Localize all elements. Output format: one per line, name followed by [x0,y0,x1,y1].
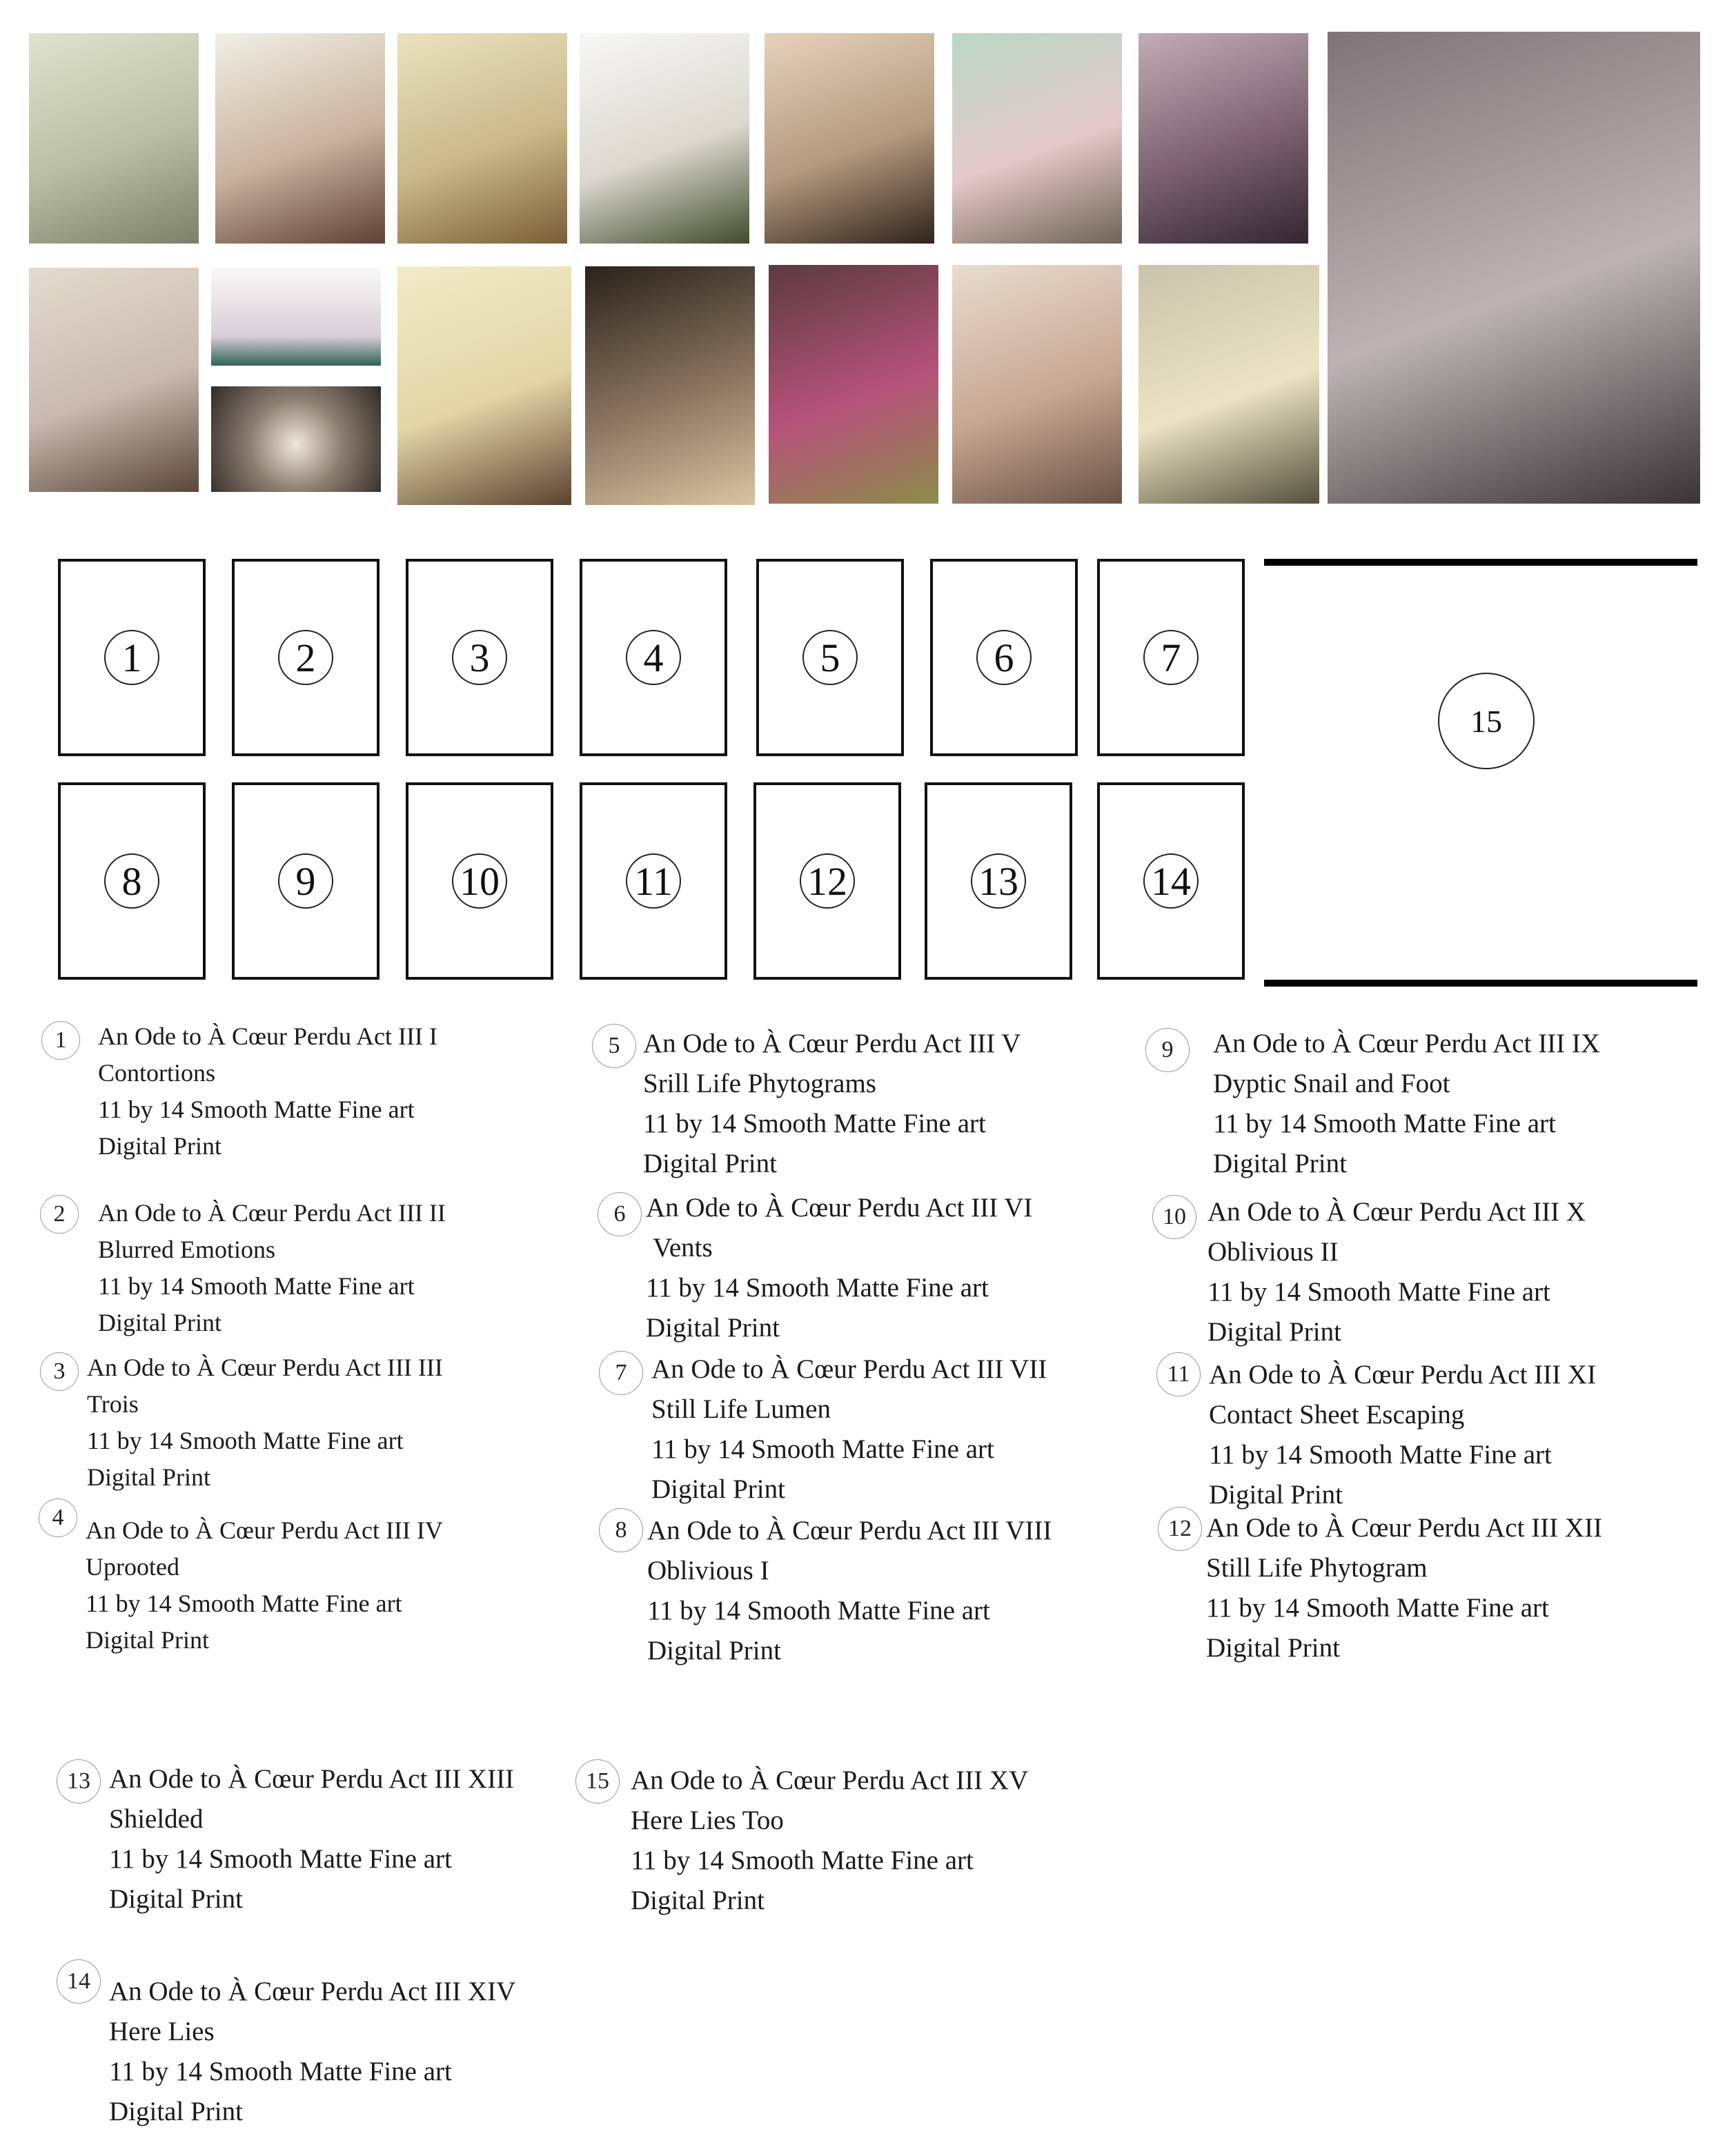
caption-subtitle: Oblivious I [647,1556,769,1585]
caption-10 [1208,1192,1586,1352]
caption-num-5: 5 [592,1024,636,1068]
photo-4 [580,33,749,244]
diagram-bar-bottom [1264,980,1697,987]
caption-num-7: 7 [599,1351,643,1395]
diagram-label-2: 2 [278,630,333,685]
caption-num-8: 8 [599,1508,643,1552]
photo-15 [1328,32,1700,504]
caption-14 [109,1972,515,2132]
caption-title: An Ode to À Cœur Perdu Act III III [87,1354,443,1381]
diagram-label-14: 14 [1143,853,1199,909]
caption-num-13: 13 [57,1759,101,1803]
photo-5 [765,33,934,244]
caption-medium: 11 by 14 Smooth Matte Fine art [1213,1109,1556,1138]
photo-12 [769,265,938,504]
caption-title: An Ode to À Cœur Perdu Act III XII [1206,1513,1603,1543]
photo-13 [952,265,1122,504]
caption-title: An Ode to À Cœur Perdu Act III IV [86,1516,443,1544]
caption-subtitle: Blurred Emotions [98,1236,275,1263]
caption-format: Digital Print [1209,1480,1343,1510]
caption-subtitle: Here Lies Too [631,1806,784,1835]
caption-12 [1206,1508,1602,1668]
caption-num-12: 12 [1158,1507,1202,1551]
caption-num-3: 3 [40,1352,79,1391]
caption-medium: 11 by 14 Smooth Matte Fine art [631,1846,974,1875]
caption-title: An Ode to À Cœur Perdu Act III XIV [109,1977,516,2006]
photo-6 [952,33,1122,244]
caption-format: Digital Print [647,1636,781,1665]
diagram-label-8: 8 [104,853,159,909]
caption-subtitle: Contortions [98,1059,216,1087]
caption-format: Digital Print [1206,1633,1340,1663]
caption-format: Digital Print [98,1132,221,1160]
photo-2 [215,33,385,244]
diagram-label-7: 7 [1143,630,1199,685]
caption-num-9: 9 [1145,1028,1190,1072]
caption-medium: 11 by 14 Smooth Matte Fine art [87,1427,404,1454]
diagram-label-10: 10 [452,853,507,909]
caption-num-11: 11 [1156,1352,1201,1396]
caption-title: An Ode to À Cœur Perdu Act III VIII [647,1516,1052,1545]
photo-8 [29,268,199,492]
caption-num-2: 2 [40,1195,79,1234]
caption-subtitle: Dyptic Snail and Foot [1213,1069,1450,1098]
caption-6 [646,1188,1032,1348]
caption-medium: 11 by 14 Smooth Matte Fine art [1208,1277,1550,1307]
diagram-label-6: 6 [976,630,1032,685]
caption-num-1: 1 [41,1021,80,1060]
caption-subtitle: Uprooted [86,1553,179,1581]
caption-title: An Ode to À Cœur Perdu Act III XIII [109,1764,515,1794]
diagram-label-3: 3 [452,630,507,685]
caption-subtitle: Here Lies [109,2017,215,2046]
caption-medium: 11 by 14 Smooth Matte Fine art [1209,1440,1552,1470]
diagram-label-4: 4 [626,630,681,685]
caption-subtitle: Oblivious II [1208,1237,1339,1267]
diagram-bar-top [1264,559,1697,566]
caption-subtitle: Still Life Lumen [651,1394,831,1424]
caption-15 [631,1761,1028,1921]
caption-medium: 11 by 14 Smooth Matte Fine art [98,1272,415,1300]
caption-title: An Ode to À Cœur Perdu Act III XI [1209,1360,1597,1389]
caption-medium: 11 by 14 Smooth Matte Fine art [651,1434,994,1464]
caption-format: Digital Print [646,1313,780,1343]
caption-9 [1213,1024,1600,1184]
diagram-label-12: 12 [800,853,855,909]
photo-9a [211,268,381,366]
caption-medium: 11 by 14 Smooth Matte Fine art [1206,1593,1549,1623]
diagram-label-15: 15 [1438,673,1535,769]
caption-subtitle: Contact Sheet Escaping [1209,1400,1465,1430]
caption-8 [647,1511,1052,1671]
caption-medium: 11 by 14 Smooth Matte Fine art [647,1596,990,1625]
caption-format: Digital Print [651,1474,785,1504]
caption-subtitle: Still Life Phytogram [1206,1553,1428,1583]
photo-11 [585,266,755,505]
caption-7 [651,1349,1047,1510]
caption-medium: 11 by 14 Smooth Matte Fine art [643,1109,986,1138]
caption-medium: 11 by 14 Smooth Matte Fine art [86,1590,402,1617]
photo-7 [1138,33,1308,244]
caption-format: Digital Print [87,1463,210,1491]
diagram-label-5: 5 [802,630,858,685]
photo-10 [397,266,571,505]
caption-num-10: 10 [1152,1195,1196,1239]
caption-format: Digital Print [86,1626,209,1654]
caption-num-15: 15 [575,1759,620,1803]
caption-subtitle: Vents [653,1233,713,1263]
caption-medium: 11 by 14 Smooth Matte Fine art [98,1096,415,1123]
caption-title: An Ode to À Cœur Perdu Act III I [98,1022,437,1050]
caption-11 [1209,1355,1596,1515]
caption-format: Digital Print [631,1886,765,1915]
caption-subtitle: Shielded [109,1804,204,1834]
caption-5 [643,1024,1021,1184]
caption-format: Digital Print [98,1309,221,1336]
caption-2 [98,1195,446,1341]
photo-3 [397,33,567,244]
diagram-label-11: 11 [626,853,681,909]
caption-title: An Ode to À Cœur Perdu Act III XV [631,1766,1029,1795]
caption-title: An Ode to À Cœur Perdu Act III II [98,1199,446,1227]
caption-format: Digital Print [1213,1149,1347,1178]
caption-13 [109,1759,514,1919]
caption-num-14: 14 [57,1959,101,2004]
caption-title: An Ode to À Cœur Perdu Act III IX [1213,1029,1601,1058]
diagram-label-1: 1 [104,630,159,685]
caption-num-4: 4 [39,1499,77,1537]
caption-medium: 11 by 14 Smooth Matte Fine art [109,2057,452,2086]
caption-format: Digital Print [1208,1317,1341,1347]
caption-4 [86,1512,443,1659]
caption-subtitle: Trois [87,1390,139,1418]
caption-format: Digital Print [109,2097,243,2126]
photo-9b [211,386,381,492]
caption-1 [98,1018,437,1165]
caption-subtitle: Srill Life Phytograms [643,1069,876,1098]
caption-title: An Ode to À Cœur Perdu Act III VII [651,1354,1047,1384]
caption-format: Digital Print [109,1884,243,1914]
caption-medium: 11 by 14 Smooth Matte Fine art [109,1844,452,1874]
caption-medium: 11 by 14 Smooth Matte Fine art [646,1273,989,1303]
caption-title: An Ode to À Cœur Perdu Act III X [1208,1197,1586,1227]
caption-title: An Ode to À Cœur Perdu Act III VI [646,1193,1033,1223]
photo-1 [29,33,199,244]
caption-3 [87,1349,443,1496]
diagram-label-9: 9 [278,853,333,909]
photo-14 [1138,265,1319,504]
diagram-label-13: 13 [971,853,1026,909]
caption-num-6: 6 [598,1192,642,1236]
caption-title: An Ode to À Cœur Perdu Act III V [643,1029,1021,1058]
caption-format: Digital Print [643,1149,777,1178]
